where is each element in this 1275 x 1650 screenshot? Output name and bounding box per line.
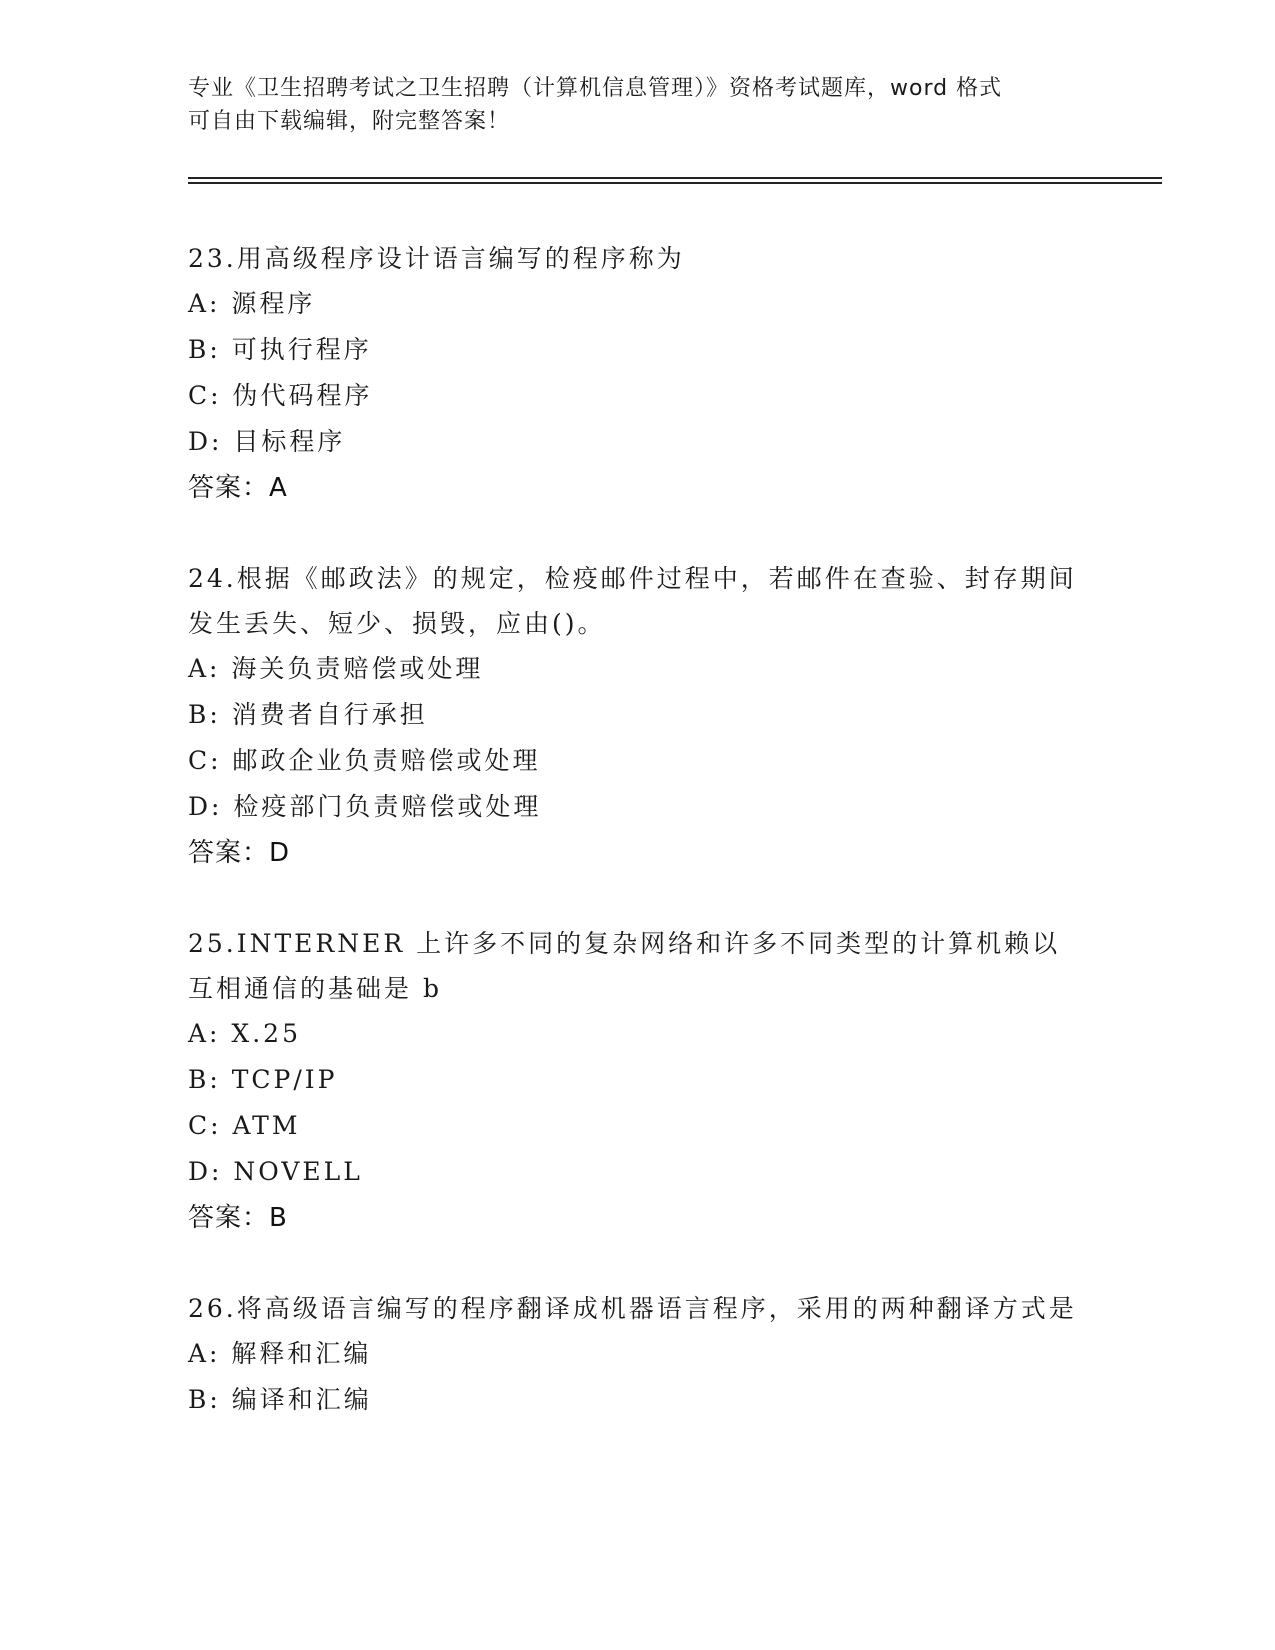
answer-label: 答案：B [188,1203,288,1233]
option-d: D: 目标程序 [188,427,346,456]
question-26 [188,1286,1088,1423]
question-stem: 23.用高级程序设计语言编写的程序称为 [188,244,685,273]
option-a: A: X.25 [188,1019,301,1048]
header-divider-bottom [188,182,1162,184]
option-c: C: 邮政企业负责赔偿或处理 [188,746,541,775]
question-stem: 25.INTERNER 上许多不同的复杂网络和许多不同类型的计算机赖以互相通信的基础是 b [188,929,1061,1003]
option-a: A: 海关负责赔偿或处理 [188,654,484,683]
option-b: B: TCP/IP [188,1065,338,1094]
option-d: D: NOVELL [188,1157,363,1186]
option-a: A: 源程序 [188,289,316,318]
answer-label: 答案：D [188,838,291,868]
header-line-2: 可自由下载编辑，附完整答案！ [188,109,511,134]
option-d: D: 检疫部门负责赔偿或处理 [188,792,542,821]
header-line-1: 专业《卫生招聘考试之卫生招聘（计算机信息管理）》资格考试题库，word 格式 [188,76,1003,101]
question-23 [188,236,1088,511]
option-a: A: 解释和汇编 [188,1339,372,1368]
question-list [188,236,1088,1468]
option-b: B: 消费者自行承担 [188,700,428,729]
option-b: B: 编译和汇编 [188,1385,372,1414]
question-24 [188,556,1088,876]
option-c: C: 伪代码程序 [188,381,373,410]
option-c: C: ATM [188,1111,301,1140]
question-25 [188,921,1088,1241]
option-b: B: 可执行程序 [188,335,372,364]
document-header [188,72,1088,138]
question-stem: 24.根据《邮政法》的规定，检疫邮件过程中，若邮件在查验、封存期间发生丢失、短少、损毁，应由()。 [188,564,1077,638]
answer-label: 答案：A [188,473,288,503]
header-divider-top [188,177,1162,179]
question-stem: 26.将高级语言编写的程序翻译成机器语言程序，采用的两种翻译方式是 [188,1294,1077,1323]
